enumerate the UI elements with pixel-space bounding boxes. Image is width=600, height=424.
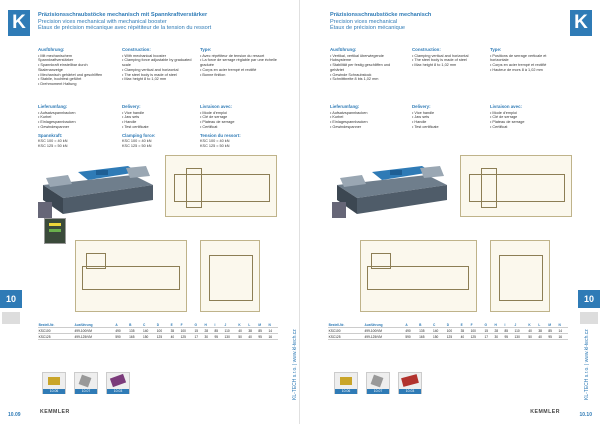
col-heading: Livraison avec: <box>200 104 232 109</box>
list-item: • Stabile, hochfest geführt <box>38 77 108 82</box>
list-item: • Bonne finition <box>200 73 278 78</box>
accessory-thumb[interactable] <box>334 372 358 394</box>
table-header-cell: D <box>156 322 170 328</box>
spec-value: KSC 100 = 40 kN <box>38 139 68 144</box>
table-cell: 17 <box>194 334 204 340</box>
table-cell: 17 <box>484 334 494 340</box>
right-page <box>300 0 600 424</box>
chapter-tab: 10 <box>0 290 22 308</box>
table-header-cell: B <box>129 322 143 328</box>
list-item: • Schnittbreite 8 bis 1,02 mm <box>330 77 402 82</box>
table-header-cell: Ausführung <box>74 322 115 328</box>
list-item: • Kurbel <box>330 115 402 120</box>
table-header-cell: A <box>115 322 129 328</box>
page-number: 10.10 <box>579 412 592 418</box>
table-cell: 40 <box>460 334 470 340</box>
list-item: • With mechanical booster <box>122 54 192 59</box>
vise-photo <box>332 150 452 225</box>
spec-value: KSC 125 = 50 kN <box>38 143 68 148</box>
list-item: • Max height 8 to 1,02 mm <box>412 63 484 68</box>
table-cell: 40 <box>170 334 180 340</box>
brand-logo: K <box>570 10 592 36</box>
table-cell: 38 <box>248 328 258 334</box>
list-item: • Mechanisch gehärtet und geschliffen <box>38 73 108 78</box>
table-cell: 30 <box>494 334 504 340</box>
table-header-cell: C <box>432 322 446 328</box>
table-cell: 95 <box>504 334 514 340</box>
table-cell: 135 <box>129 328 143 334</box>
delivery-col-en <box>122 105 192 149</box>
list-item: • Einlagespannbacken <box>330 120 402 125</box>
table-header-cell: D <box>446 322 460 328</box>
list-item: • Vertikal, vertikal überwiegende Hubsysteme <box>330 54 402 63</box>
list-item: • Clamping vertical and horizontal <box>122 68 192 73</box>
table-cell: 85 <box>504 328 514 334</box>
table-cell: 95 <box>214 334 224 340</box>
list-item: • Gewindespanner <box>38 125 108 130</box>
list-item: • Handle <box>122 120 192 125</box>
accessory-thumb[interactable] <box>398 372 422 394</box>
table-header-cell: G <box>194 322 204 328</box>
accessory-thumb[interactable] <box>42 372 66 394</box>
spec-col-en <box>412 48 484 68</box>
table-cell: 50 <box>238 334 248 340</box>
list-item: • Mode d'emploi <box>490 111 566 116</box>
accessory-page-ref: 10.07 <box>75 389 97 394</box>
delivery-col-en <box>412 105 484 130</box>
list-item: • Gewindespanner <box>330 125 402 130</box>
table-cell: KSC125 <box>328 334 364 340</box>
table-header-cell: H <box>494 322 504 328</box>
brand-wordmark: KEMMLER <box>530 409 560 415</box>
list-item: • Stabilität per festig geschliffen und gehärtet <box>330 63 402 72</box>
col-heading: Clamping force: <box>122 132 156 138</box>
table-cell: 490 <box>405 328 419 334</box>
table-cell: 100 <box>470 328 484 334</box>
table-header-cell: A <box>405 322 419 328</box>
table-cell: 28 <box>204 328 214 334</box>
col-heading: Type: <box>200 47 212 52</box>
table-cell: 125 <box>180 334 194 340</box>
table-header-cell: Ausführung <box>364 322 405 328</box>
table-header-cell: M <box>548 322 558 328</box>
table-header-cell: J <box>514 322 528 328</box>
table-cell: 490 <box>115 328 129 334</box>
col-heading: Ausführung: <box>38 47 65 52</box>
spec-value: KSC 125 = 50 kN <box>122 143 152 148</box>
list-item: • Corps en acier trempé et rectifié <box>200 68 278 73</box>
vise-photo <box>38 150 158 225</box>
list-item: • Mode d'emploi <box>200 111 278 116</box>
table-header-cell: I <box>214 322 224 328</box>
table-header-cell: C <box>142 322 156 328</box>
table-cell: 40 <box>248 334 258 340</box>
list-item: • Aufsatzspannbacken <box>330 111 402 116</box>
table-cell: 150 <box>432 334 446 340</box>
list-item: • Einlagespannbacken <box>38 120 108 125</box>
brand-wordmark: KEMMLER <box>40 409 70 415</box>
table-row <box>328 334 568 340</box>
accessory-page-ref: 10.07 <box>367 389 389 394</box>
table-cell: 100 <box>446 328 460 334</box>
table-cell: 95 <box>258 334 268 340</box>
list-item: • Handle <box>412 120 484 125</box>
table-cell: 590 <box>115 334 129 340</box>
accessory-thumb[interactable] <box>106 372 130 394</box>
spec-value: KSC 100 = 40 kN <box>200 139 230 144</box>
list-item: • The steel body is made of steel <box>122 73 192 78</box>
technical-drawing-side <box>75 240 187 312</box>
list-item: • Corps en acier trempé et rectifié <box>490 63 566 68</box>
table-header-cell: Bestell-Nr. <box>38 322 74 328</box>
col-heading: Delivery: <box>412 104 431 109</box>
list-item: • Spannkraft einstellbar durch Skalenanzeige <box>38 63 108 72</box>
list-item: • Max height 8 to 1,02 mm <box>122 77 192 82</box>
table-cell: 125 <box>156 334 170 340</box>
list-item: • Vice handle <box>412 111 484 116</box>
list-item: • Clamping force adjustable by graduated scale <box>122 58 192 67</box>
table-cell: 165 <box>419 334 433 340</box>
accessory-page-ref: 10.06 <box>335 389 357 394</box>
technical-drawing-top <box>165 155 277 217</box>
table-cell: KSC100 <box>38 328 74 334</box>
table-cell: 50 <box>528 334 538 340</box>
table-cell: 85 <box>258 328 268 334</box>
accessory-page-ref: 10.06 <box>43 389 65 394</box>
table-cell: 38 <box>538 328 548 334</box>
col-heading: Delivery: <box>122 104 141 109</box>
chapter-tab: 10 <box>578 290 600 308</box>
list-item: • Mit mechanischem Spannkraftverstärker <box>38 54 108 63</box>
table-cell: 135 <box>419 328 433 334</box>
spec-value: KSC 125 = 50 kN <box>200 143 230 148</box>
table-header-cell: H <box>204 322 214 328</box>
list-item: • Test certificate <box>412 125 484 130</box>
table-cell: KSC100 <box>328 328 364 334</box>
list-item: • Clamping vertical and horizontal <box>412 54 484 59</box>
list-item: • Kurbel <box>38 115 108 120</box>
table-cell: 590 <box>405 334 419 340</box>
delivery-col-de <box>330 105 402 130</box>
table-cell: 35 <box>460 328 470 334</box>
delivery-col-fr <box>200 105 278 149</box>
page-title <box>38 12 211 32</box>
table-cell: 15 <box>484 328 494 334</box>
table-header-cell: L <box>248 322 258 328</box>
table-cell: 95 <box>548 334 558 340</box>
list-item: • Vice handle <box>122 111 192 116</box>
col-heading: Lieferumfang: <box>38 104 68 109</box>
table-cell: 130 <box>514 334 528 340</box>
spec-col-fr <box>490 48 566 73</box>
list-item: • Certificat <box>490 125 566 130</box>
col-heading: Ausführung: <box>330 47 357 52</box>
accessory-thumb[interactable] <box>74 372 98 394</box>
table-cell: 30 <box>204 334 214 340</box>
title-en: Precision vices mechanical <box>330 18 398 25</box>
table-cell: 100 <box>180 328 194 334</box>
list-item: • Gewinde Schraubstock <box>330 73 402 78</box>
list-item: • The steel body is made of steel <box>412 58 484 63</box>
table-cell: 140 <box>142 328 156 334</box>
table-header-cell: J <box>224 322 238 328</box>
list-item: • La force de serrage réglable par une échelle graduée <box>200 58 278 67</box>
spec-col-en <box>122 48 192 82</box>
vertical-side-text: KL-TECH s.r.o. | www.kl-tech.cz <box>292 329 298 400</box>
list-item: • Certificat <box>200 125 278 130</box>
technical-drawing-front <box>200 240 260 312</box>
list-item: • Positions de serrage verticale et horizontale <box>490 54 566 63</box>
table-cell: 100 <box>156 328 170 334</box>
col-heading: Construction: <box>122 47 151 52</box>
list-item: • Plateau de serrage <box>490 120 566 125</box>
table-cell: 16 <box>268 334 278 340</box>
list-item: • Clé de serrage <box>490 115 566 120</box>
list-item: • Test certificate <box>122 125 192 130</box>
spec-value: KSC 100 = 40 kN <box>122 139 152 144</box>
table-header-cell: L <box>538 322 548 328</box>
title-en: Precision vices mechanical with mechanical booster <box>38 18 167 25</box>
table-cell: 14 <box>558 328 568 334</box>
table-cell: 499-100/VM <box>74 328 115 334</box>
table-header-cell: E <box>170 322 180 328</box>
tab-thumbnail <box>580 312 598 324</box>
vertical-side-text-right: KL-TECH s.r.o. | www.kl-tech.cz <box>584 329 590 400</box>
table-cell: 16 <box>558 334 568 340</box>
table-cell: 125 <box>446 334 460 340</box>
title-de: Präzisionsschraubstöcke mechanisch mit Spannkraftverstärker <box>38 12 208 18</box>
table-header-cell: I <box>504 322 514 328</box>
title-de: Präzisionsschraubstöcke mechanisch <box>330 12 432 18</box>
scale-closeup <box>44 218 66 244</box>
list-item: • Hauteur de mors 8 à 1,02 mm <box>490 68 566 73</box>
col-heading: Livraison avec: <box>490 104 522 109</box>
page-number: 10.09 <box>8 412 21 418</box>
table-cell: 499-100/VM <box>364 328 405 334</box>
table-header-cell: N <box>558 322 568 328</box>
list-item: • Aufsatzspannbacken <box>38 111 108 116</box>
brand-logo: K <box>8 10 30 36</box>
list-item: • Drehmoment Haltung <box>38 82 108 87</box>
table-cell: 165 <box>129 334 143 340</box>
table-cell: 110 <box>224 328 238 334</box>
table-cell: 85 <box>214 328 224 334</box>
table-cell: 28 <box>494 328 504 334</box>
table-cell: 40 <box>238 328 248 334</box>
list-item: • Clé de serrage <box>200 115 278 120</box>
table-cell: 15 <box>194 328 204 334</box>
table-cell: 130 <box>224 334 238 340</box>
title-fr: Étaux de précision mécanique avec répétiteur de la tension du ressort <box>38 25 212 32</box>
spec-col-fr <box>200 48 278 77</box>
table-header-cell: E <box>460 322 470 328</box>
table-header-cell: K <box>238 322 248 328</box>
table-cell: 499-125/VM <box>364 334 405 340</box>
table-cell: 40 <box>528 328 538 334</box>
list-item: • Jaw sets <box>122 115 192 120</box>
table-cell: 125 <box>470 334 484 340</box>
title-fr: Étaux de précision mécanique <box>330 25 405 32</box>
list-item: • Plateau de serrage <box>200 120 278 125</box>
delivery-col-de <box>38 105 108 149</box>
col-heading: Type: <box>490 47 502 52</box>
spec-col-de <box>38 48 108 87</box>
table-cell: 14 <box>268 328 278 334</box>
technical-drawing-front <box>490 240 550 312</box>
table-cell: 85 <box>548 328 558 334</box>
table-row <box>38 334 278 340</box>
page-title <box>330 12 431 32</box>
col-heading: Construction: <box>412 47 441 52</box>
table-cell: 35 <box>170 328 180 334</box>
table-header-cell: Bestell-Nr. <box>328 322 364 328</box>
table-header-cell: N <box>268 322 278 328</box>
dimension-table <box>38 322 278 340</box>
table-header-cell: F <box>470 322 484 328</box>
table-header-cell: G <box>484 322 494 328</box>
spec-col-de <box>330 48 402 82</box>
col-heading: Tension du ressort: <box>200 132 241 138</box>
technical-drawing-top <box>460 155 572 217</box>
accessory-thumb[interactable] <box>366 372 390 394</box>
table-cell: 110 <box>514 328 528 334</box>
accessory-page-ref: 10.03 <box>399 389 421 394</box>
technical-drawing-side <box>360 240 477 312</box>
tab-thumbnail <box>2 312 20 324</box>
accessory-page-ref: 10.03 <box>107 389 129 394</box>
list-item: • Avec répétiteur de tension du ressort <box>200 54 278 59</box>
col-heading: Lieferumfang: <box>330 104 360 109</box>
table-header-cell: F <box>180 322 194 328</box>
table-cell: KSC125 <box>38 334 74 340</box>
table-cell: 150 <box>142 334 156 340</box>
table-header-cell: B <box>419 322 433 328</box>
dimension-table <box>328 322 568 340</box>
table-header-cell: K <box>528 322 538 328</box>
col-heading: Spannkraft: <box>38 132 63 138</box>
delivery-col-fr <box>490 105 566 130</box>
list-item: • Jaw sets <box>412 115 484 120</box>
table-header-cell: M <box>258 322 268 328</box>
table-cell: 499-125/VM <box>74 334 115 340</box>
table-cell: 140 <box>432 328 446 334</box>
table-cell: 40 <box>538 334 548 340</box>
